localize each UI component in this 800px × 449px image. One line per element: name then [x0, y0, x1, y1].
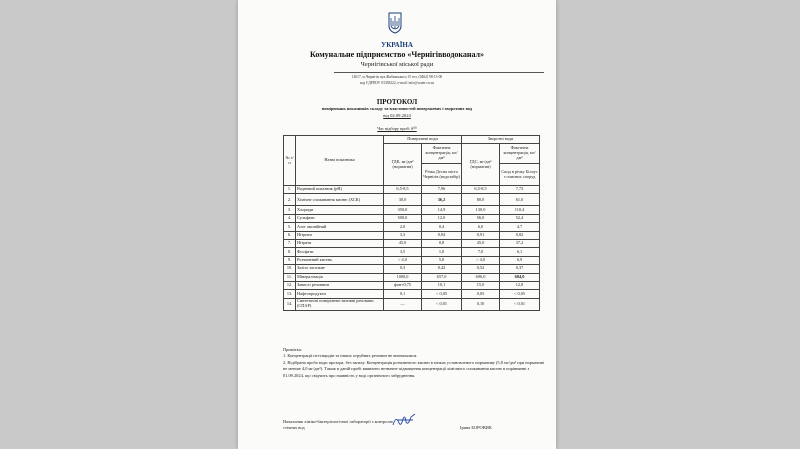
gdk-value: 2,0 [384, 223, 422, 231]
organization-name: Комунальне підприємство «Чернігівводоканал» [309, 50, 485, 59]
table-row [284, 214, 540, 222]
gds-value: 0,10 [462, 298, 500, 310]
return-fact-value: < 0,01 [500, 298, 540, 310]
return-fact-value: 0,82 [500, 231, 540, 239]
header-indicator-name: Назва показника [296, 136, 384, 186]
gdk-value: 1000,0 [384, 273, 422, 281]
row-number: 4. [284, 214, 296, 222]
header-divider [334, 72, 544, 73]
indicator-name: Мінералізація [296, 273, 384, 281]
table-row [284, 186, 540, 194]
return-fact-value: 4,7 [500, 223, 540, 231]
indicator-name: Нафтопродукти [296, 290, 384, 298]
surface-fact-value: 0,8 [422, 239, 462, 247]
return-fact-value: 110,4 [500, 206, 540, 214]
handwritten-signature [391, 411, 417, 429]
indicator-name: Синтетичні поверхнево-активні речовини (СПАР) [296, 298, 384, 310]
indicator-name: Хімічне споживання кисню (ХСК) [296, 194, 384, 206]
header-fact-surface: Фактична концентрація, мг/дм³ [422, 144, 462, 164]
return-fact-value: 0,37 [500, 265, 540, 273]
header-gdk: ГДК, мг/дм³ (норматив) [384, 144, 422, 186]
row-number: 12. [284, 281, 296, 289]
header-gds: ГДС, мг/дм³ (норматив) [462, 144, 500, 186]
return-fact-value: 61,0 [500, 194, 540, 206]
gds-value: 6,5-8,5 [462, 186, 500, 194]
return-fact-value: 37,2 [500, 239, 540, 247]
country-name: УКРАЇНА [381, 41, 413, 49]
sampling-time: Час відбору проб: 6⁰⁰ [377, 126, 417, 131]
surface-fact-value: < 0,01 [422, 298, 462, 310]
indicator-name: Фосфати [296, 248, 384, 256]
surface-fact-value: 0,42 [422, 265, 462, 273]
surface-fact-value: 5,8 [422, 256, 462, 264]
gdk-value: 350,0 [384, 206, 422, 214]
header-surface-water: Поверхневі води [384, 136, 462, 144]
row-number: 13. [284, 290, 296, 298]
measurements-table [283, 135, 540, 311]
indicator-name: Розчинений кисень [296, 256, 384, 264]
row-number: 2. [284, 194, 296, 206]
surface-fact-value: 36,2 [422, 194, 462, 206]
gdk-value: > 4,0 [384, 256, 422, 264]
note-2: 2. Відібрана проба води прозора, без запаху. Концентрація розчиненого кисню в межах установленого нормативу (5,8 мг/дм³ при нормативі не менше 4,0 мг/дм³). Також в даній пробі виявлено незначне підвищення концентрації хімічного споживання кисню в порівнянні з 01.09.2024, що свідчить про наявність у воді органічного забруднення. [283, 359, 545, 378]
gds-value: 15,0 [462, 281, 500, 289]
gds-value: 45,0 [462, 239, 500, 247]
notes-title: Примітка: [283, 347, 302, 352]
row-number: 11. [284, 273, 296, 281]
row-number: 14. [284, 298, 296, 310]
table-row [284, 239, 540, 247]
indicator-name: Хлориди [296, 206, 384, 214]
document-date: від 02.09.2024 [383, 113, 411, 118]
indicator-name: Нітрити [296, 231, 384, 239]
table-row [284, 206, 540, 214]
header-site-return: Скид в річку Білоус з очисних споруд [500, 164, 540, 186]
note-1: 1. Концентрації пестицидів та інших отруйних речовин не визначалися. [283, 353, 418, 359]
table-row [284, 281, 540, 289]
surface-fact-value: 12,0 [422, 214, 462, 222]
return-fact-value: 12,8 [500, 281, 540, 289]
gdk-value: 0,3 [384, 265, 422, 273]
return-fact-value: < 0,05 [500, 290, 540, 298]
table-row [284, 231, 540, 239]
row-number: 10. [284, 265, 296, 273]
gds-value: 0,91 [462, 231, 500, 239]
table-row [284, 256, 540, 264]
gds-value: 130,0 [462, 206, 500, 214]
gdk-value: 6,5-8,5 [384, 186, 422, 194]
gds-value: > 4,0 [462, 256, 500, 264]
table-row [284, 298, 540, 310]
gds-value: 80,0 [462, 194, 500, 206]
return-fact-value: 52,4 [500, 214, 540, 222]
table-row [284, 194, 540, 206]
header-number: № з/п [284, 136, 296, 186]
surface-fact-value: 0,04 [422, 231, 462, 239]
document-subtitle: вимірювань показників складу та властивостей поверхневих і зворотних вод [321, 106, 473, 111]
table-row [284, 273, 540, 281]
row-number: 3. [284, 206, 296, 214]
table-row [284, 265, 540, 273]
address-line: 14017, м.Чернігів, вул.Жабинського,15 тел. (0462) 98-13-00 [351, 75, 443, 79]
table-row [284, 290, 540, 298]
header-return-water: Зворотні води [462, 136, 540, 144]
gds-value: 0,05 [462, 290, 500, 298]
gdk-value: 0,1 [384, 290, 422, 298]
row-number: 6. [284, 231, 296, 239]
gds-value: 0,52 [462, 265, 500, 273]
gds-value: 6,0 [462, 223, 500, 231]
gds-value: 696,0 [462, 273, 500, 281]
row-number: 8. [284, 248, 296, 256]
header-site-surface: Річка Десна місто Чернігів (водозабір) [422, 164, 462, 186]
row-number: 5. [284, 223, 296, 231]
surface-fact-value: 14,9 [422, 206, 462, 214]
return-fact-value: 684,0 [500, 273, 540, 281]
table-row [284, 223, 540, 231]
surface-fact-value: 657,0 [422, 273, 462, 281]
gdk-value: 500,0 [384, 214, 422, 222]
document-title: ПРОТОКОЛ [376, 98, 418, 106]
signatory-position: Начальник хіміко-бактеріологічної лабораторії з контролю стічних вод [283, 419, 393, 431]
return-fact-value: 6,1 [500, 248, 540, 256]
surface-fact-value: < 0,05 [422, 290, 462, 298]
header-fact-return: Фактична концентрація, мг/дм³ [500, 144, 540, 164]
indicator-name: Азот амонійний [296, 223, 384, 231]
notes-section [283, 347, 545, 379]
gdk-value: 3,3 [384, 231, 422, 239]
gdk-value: фон+0,75 [384, 281, 422, 289]
gds-value: 56,0 [462, 214, 500, 222]
indicator-name: Завислі речовини [296, 281, 384, 289]
indicator-name: Нітрати [296, 239, 384, 247]
signatory-name: Ірина БОРОВИК [460, 425, 492, 430]
surface-fact-value: 7,96 [422, 186, 462, 194]
row-number: 7. [284, 239, 296, 247]
coat-of-arms-icon [388, 12, 402, 34]
table-row [284, 248, 540, 256]
surface-fact-value: 0,4 [422, 223, 462, 231]
council-name: Чернігівської міської ради [360, 61, 434, 68]
surface-fact-value: 1,0 [422, 248, 462, 256]
gdk-value: — [384, 298, 422, 310]
gdk-value: 30,0 [384, 194, 422, 206]
indicator-name: Водневий показник (pH) [296, 186, 384, 194]
return-fact-value: 6,9 [500, 256, 540, 264]
surface-fact-value: 10,1 [422, 281, 462, 289]
gdk-value: 3,5 [384, 248, 422, 256]
indicator-name: Сульфати [296, 214, 384, 222]
indicator-name: Залізо загальне [296, 265, 384, 273]
return-fact-value: 7,73 [500, 186, 540, 194]
registry-line: код ЄДРПОУ 03358222, e-mail: info@water.cn.ua [360, 81, 434, 85]
row-number: 9. [284, 256, 296, 264]
document-page [238, 0, 556, 449]
row-number: 1. [284, 186, 296, 194]
gdk-value: 45,0 [384, 239, 422, 247]
gds-value: 7,0 [462, 248, 500, 256]
